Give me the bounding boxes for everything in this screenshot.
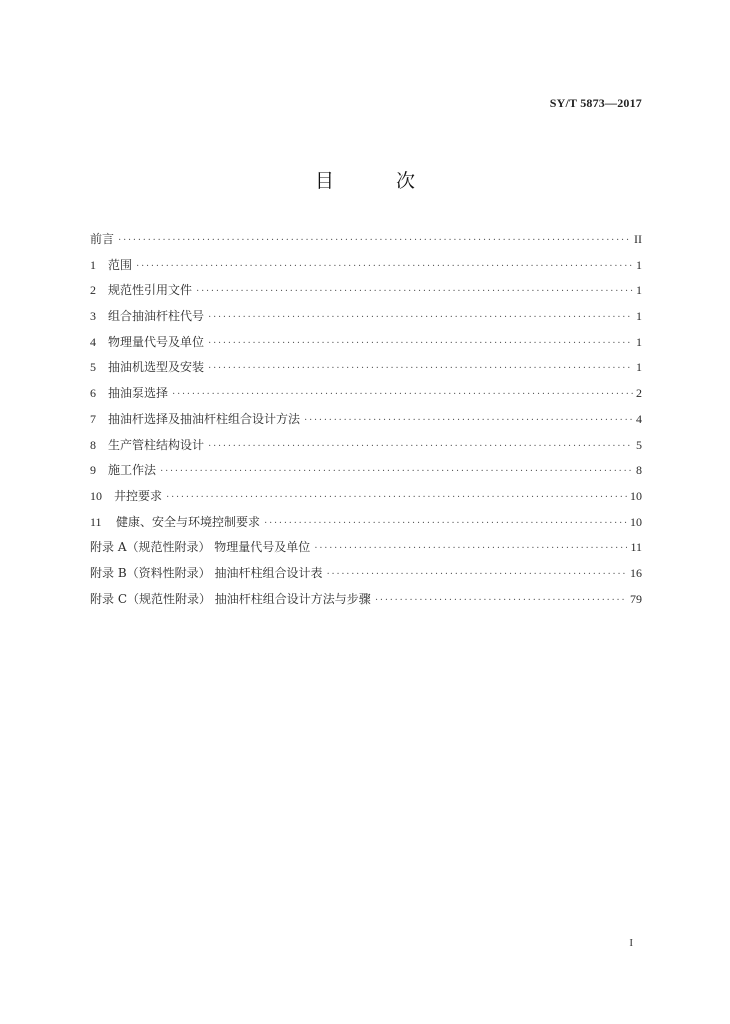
toc-entry-number: 6 (90, 386, 96, 401)
toc-leader-dots (208, 338, 633, 349)
toc-entry-page: 5 (636, 437, 642, 452)
toc-entry-number: 11 (90, 514, 102, 529)
toc-leader-dots (304, 415, 633, 426)
toc-entry-6[interactable] (90, 384, 642, 410)
toc-entry-label (90, 333, 204, 350)
toc-entry-page: 16 (630, 565, 642, 580)
document-code: SY/T 5873—2017 (549, 96, 642, 110)
page-number: I (629, 937, 633, 949)
toc-entry-label (90, 358, 204, 375)
toc-entry-label: 附录 A（规范性附录） 物理量代号及单位 (90, 540, 311, 555)
toc-entry-title: 范围 (108, 257, 133, 272)
table-of-contents (90, 230, 642, 615)
toc-entry-title: 生产管柱结构设计 (108, 437, 205, 452)
toc-leader-dots (136, 261, 633, 272)
toc-entry-page: 1 (636, 257, 642, 272)
toc-entry-page: 2 (636, 386, 642, 401)
toc-entry-number: 1 (90, 257, 96, 272)
toc-entry-label (90, 410, 300, 427)
toc-entry-title: 物理量代号及单位 (108, 334, 205, 349)
toc-entry-label (90, 281, 192, 298)
toc-entry-label: 前言 (90, 232, 115, 246)
toc-entry-appendix-c[interactable] (90, 590, 642, 616)
toc-entry-label (90, 461, 156, 478)
toc-entry-preface[interactable] (90, 230, 642, 256)
toc-entry-7[interactable] (90, 410, 642, 436)
toc-entry-title: 抽油机选型及安装 (108, 360, 205, 375)
toc-entry-page: II (634, 232, 642, 246)
toc-entry-appendix-a[interactable] (90, 538, 642, 564)
toc-entry-label (90, 487, 162, 504)
toc-leader-dots (375, 595, 627, 606)
toc-entry-1[interactable] (90, 256, 642, 282)
toc-leader-dots (196, 286, 633, 297)
toc-entry-10[interactable] (90, 487, 642, 513)
toc-leader-dots (166, 492, 627, 503)
toc-leader-dots (160, 466, 633, 477)
toc-entry-number: 5 (90, 360, 96, 375)
toc-entry-number: 10 (90, 488, 102, 503)
toc-entry-number: 2 (90, 283, 96, 298)
toc-entry-number: 7 (90, 411, 96, 426)
toc-entry-title: 规范性引用文件 (108, 283, 193, 298)
toc-entry-title: 健康、安全与环境控制要求 (116, 514, 261, 529)
toc-entry-label (90, 384, 168, 401)
toc-leader-dots (208, 441, 633, 452)
toc-entry-5[interactable] (90, 358, 642, 384)
toc-leader-dots (314, 543, 627, 554)
toc-entry-page: 11 (630, 540, 642, 555)
toc-entry-page: 10 (630, 488, 642, 503)
toc-entry-page: 10 (630, 514, 642, 529)
toc-entry-2[interactable] (90, 281, 642, 307)
toc-leader-dots (208, 312, 633, 323)
toc-entry-page: 1 (636, 283, 642, 298)
toc-entry-title: 施工作法 (108, 463, 157, 478)
toc-entry-number: 8 (90, 437, 96, 452)
toc-entry-8[interactable] (90, 436, 642, 462)
toc-entry-page: 1 (636, 309, 642, 324)
toc-entry-page: 4 (636, 411, 642, 426)
toc-entry-label (90, 513, 260, 530)
toc-entry-label: 附录 B（资料性附录） 抽油杆柱组合设计表 (90, 565, 323, 580)
toc-entry-title: 抽油杆选择及抽油杆柱组合设计方法 (108, 411, 301, 426)
toc-entry-title: 抽油泵选择 (108, 386, 169, 401)
toc-leader-dots (118, 235, 631, 246)
toc-entry-9[interactable] (90, 461, 642, 487)
toc-entry-number: 3 (90, 309, 96, 324)
toc-entry-label (90, 436, 204, 453)
page-title: 目 次 (314, 170, 444, 192)
toc-entry-page: 1 (636, 334, 642, 349)
toc-entry-label (90, 307, 204, 324)
toc-entry-number: 4 (90, 334, 96, 349)
toc-leader-dots (172, 389, 633, 400)
toc-entry-page: 79 (630, 591, 642, 606)
toc-entry-4[interactable] (90, 333, 642, 359)
toc-entry-number: 9 (90, 463, 96, 478)
toc-entry-label: 附录 C（规范性附录） 抽油杆柱组合设计方法与步骤 (90, 591, 371, 606)
toc-entry-3[interactable] (90, 307, 642, 333)
toc-entry-appendix-b[interactable] (90, 564, 642, 590)
toc-entry-title: 井控要求 (114, 488, 163, 503)
toc-entry-title: 组合抽油杆柱代号 (108, 309, 205, 324)
toc-leader-dots (208, 363, 633, 374)
toc-entry-page: 8 (636, 463, 642, 478)
toc-leader-dots (326, 569, 627, 580)
toc-entry-label (90, 256, 132, 273)
toc-entry-11[interactable] (90, 513, 642, 539)
toc-entry-page: 1 (636, 360, 642, 375)
toc-leader-dots (264, 518, 627, 529)
